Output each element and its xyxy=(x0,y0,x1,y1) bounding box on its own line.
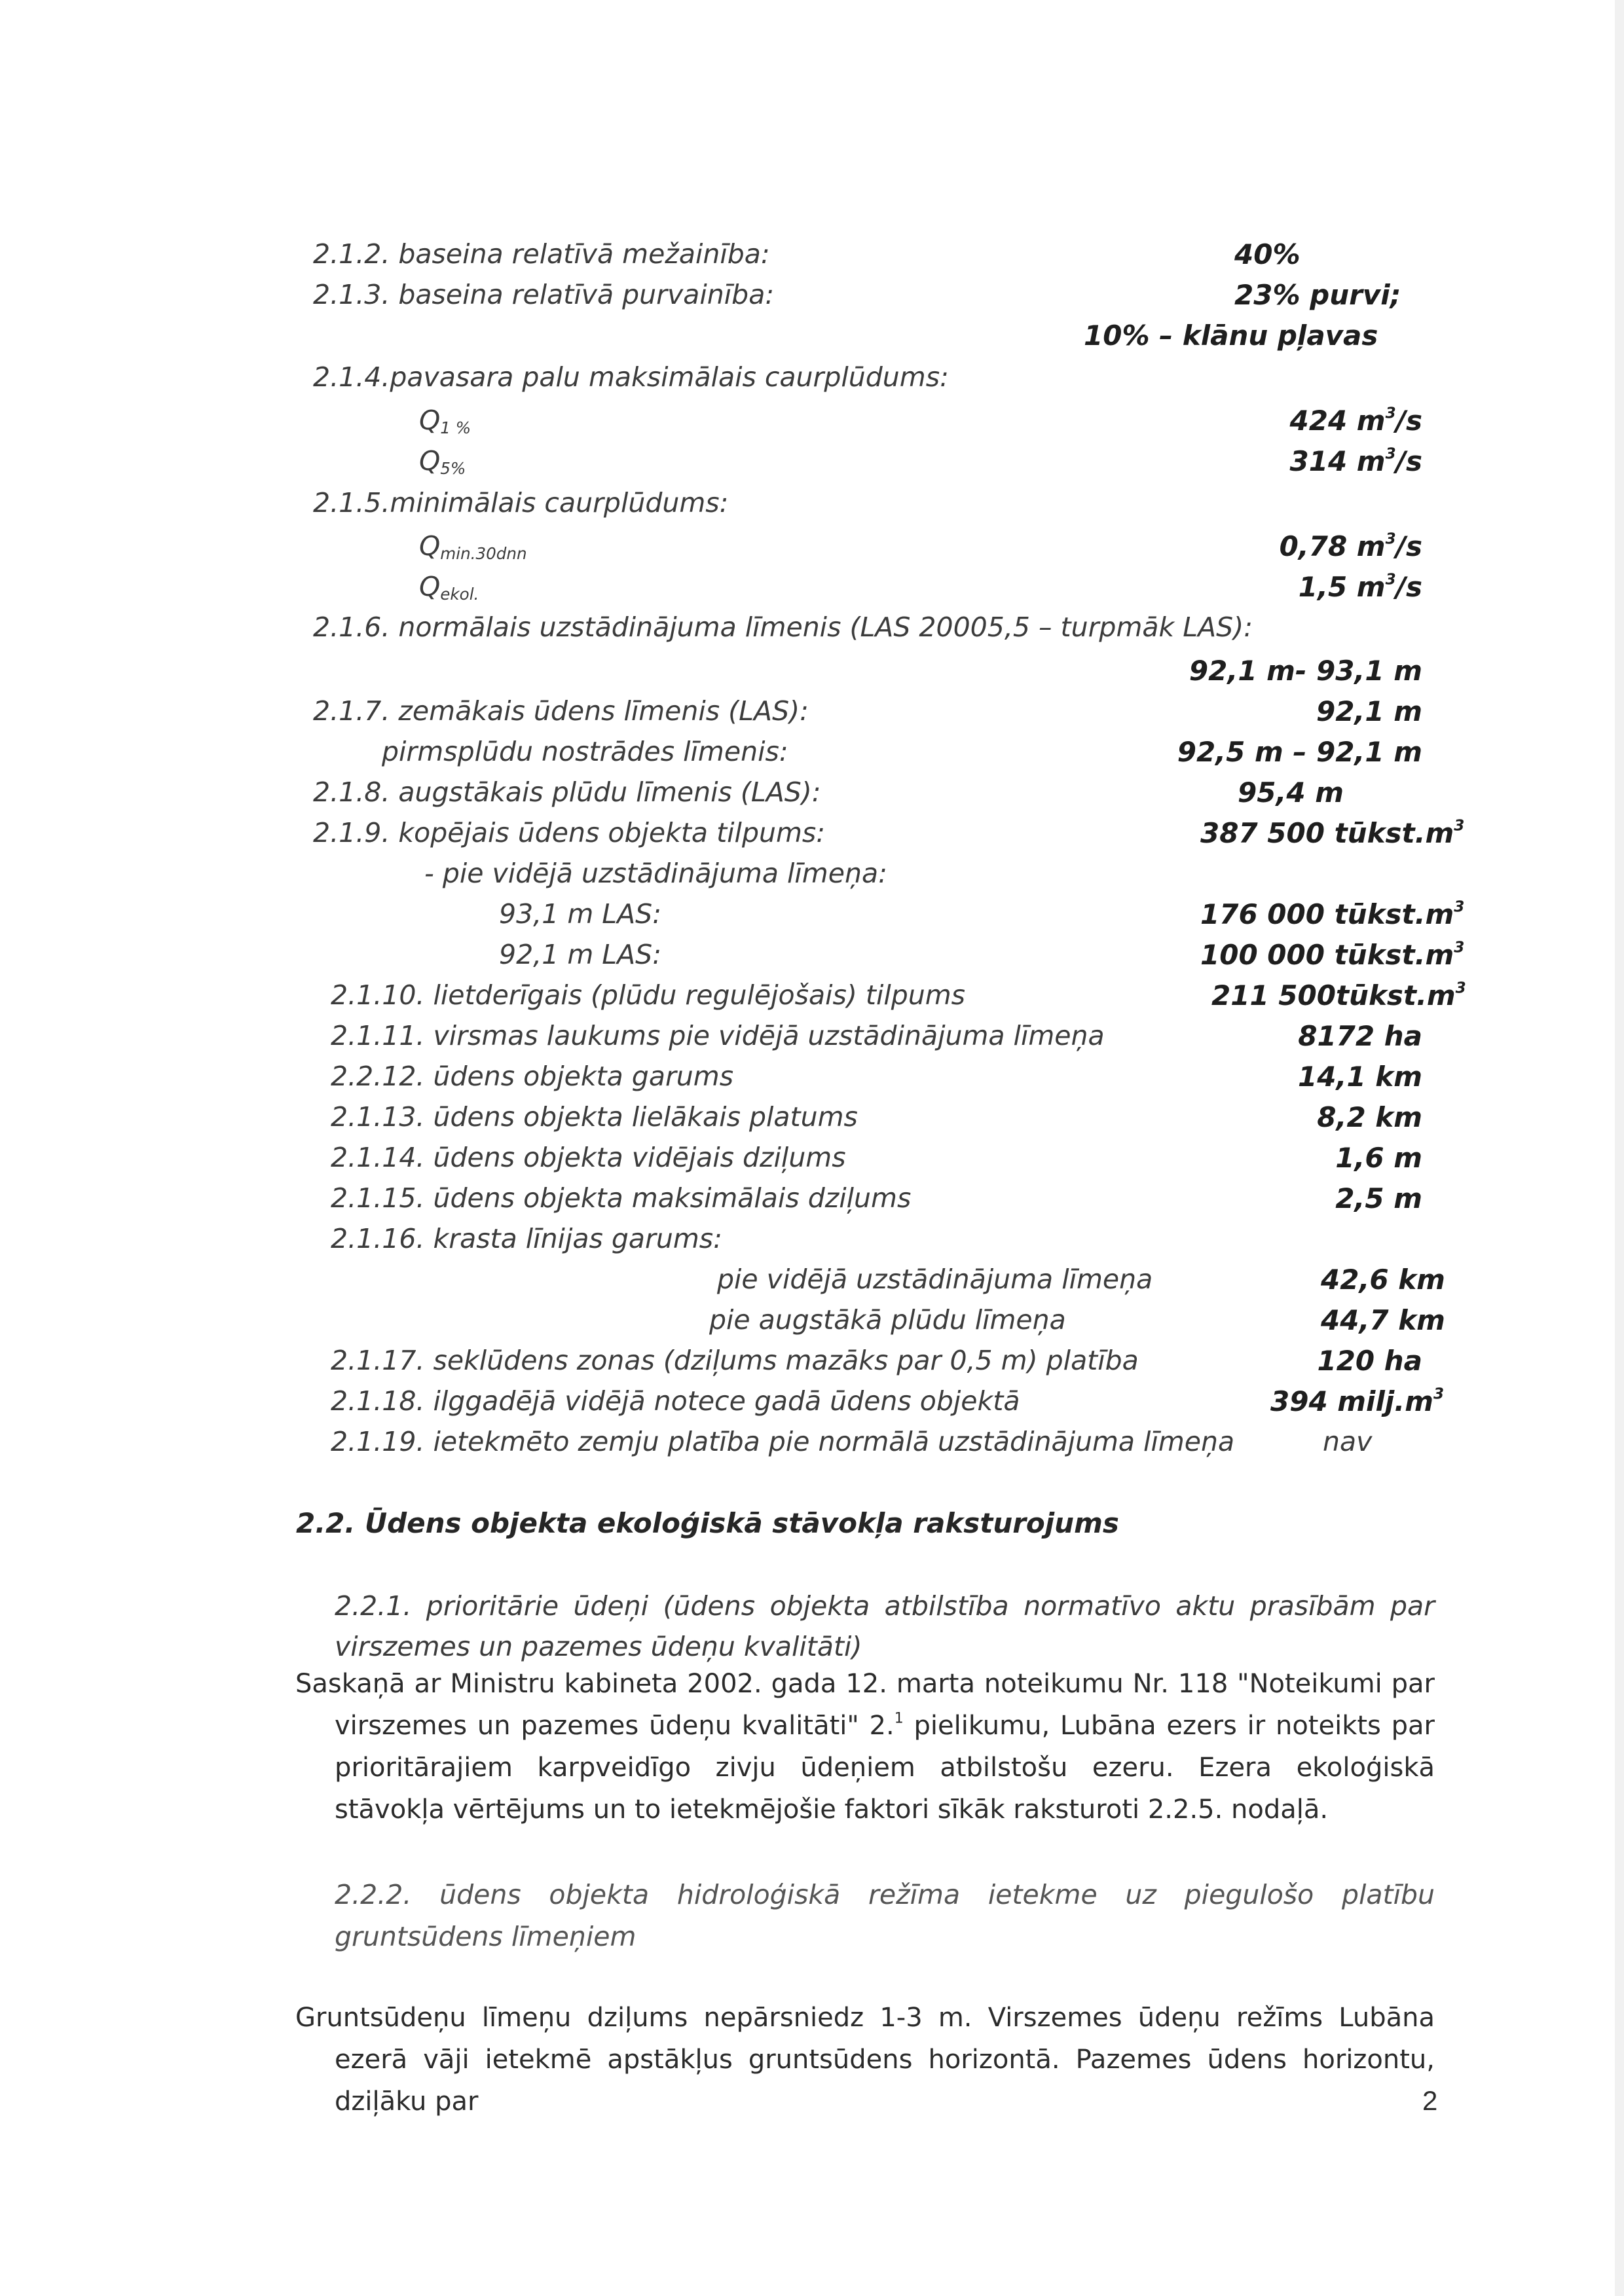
row-2-1-13-label: 2.1.13. ūdens objekta lielākais platums xyxy=(331,1101,858,1133)
row-2-1-7-value: 92,1 m xyxy=(1316,695,1422,727)
section-2-2-1-title: 2.2.1. prioritārie ūdeņi (ūdens objekta atbilstība normatīvo aktu prasībām par virszemes un pazemes ūdeņu kvalitāti) xyxy=(335,1590,1435,1662)
row-2-1-14-label: 2.1.14. ūdens objekta vidējais dziļums xyxy=(331,1142,846,1173)
row-2-2-12-value: 14,1 km xyxy=(1298,1061,1422,1093)
qmin-value: 0,78 $m^3/s$ xyxy=(1279,530,1422,562)
row-2-1-9-value: 387 500 $tūkst.m^3$ xyxy=(1200,817,1465,849)
row-2-1-3-label: 2.1.3. baseina relatīvā purvainība: xyxy=(313,279,775,310)
shore-high-value: 44,7 km xyxy=(1321,1304,1445,1336)
section-2-2-2-paragraph: Gruntsūdeņu līmeņu dziļums nepārsniedz 1-3 m. Virszemes ūdeņu režīms Lubāna ezerā vāji ietekmē apstākļus gruntsūdens horizontā. Pazemes ūdens horizontu, dziļāku par xyxy=(295,2003,1435,2117)
row-2-1-10-label: 2.1.10. lietderīgais (plūdu regulējošais) tilpums xyxy=(331,979,966,1011)
q1-value: 424 $m^3/s$ xyxy=(1289,405,1422,437)
row-2-1-11-value: 8172 ha xyxy=(1298,1020,1422,1052)
row-2-1-2-label: 2.1.2. baseina relatīvā mežainība: xyxy=(313,238,770,270)
shore-avg-value: 42,6 km xyxy=(1321,1264,1445,1296)
row-2-1-18-label: 2.1.18. ilggadējā vidējā notece gadā ūdens objektā xyxy=(331,1385,1020,1417)
row-2-1-11-label: 2.1.11. virsmas laukums pie vidējā uzstādinājuma līmeņa xyxy=(331,1020,1105,1051)
row-2-1-19-value: nav xyxy=(1323,1426,1373,1457)
row-2-1-17-value: 120 ha xyxy=(1317,1345,1422,1377)
row-2-1-9-label: 2.1.9. kopējais ūdens objekta tilpums: xyxy=(313,817,826,848)
row-2-1-16-label: 2.1.16. krasta līnijas garums: xyxy=(331,1223,722,1254)
shore-avg-label: pie vidējā uzstādinājuma līmeņa xyxy=(717,1264,1153,1295)
row-2-1-8-label: 2.1.8. augstākais plūdu līmenis (LAS): xyxy=(313,776,821,808)
row-2-1-7-label: 2.1.7. zemākais ūdens līmenis (LAS): xyxy=(313,695,809,727)
row-2-1-14-value: 1,6 m xyxy=(1335,1142,1422,1174)
qmin-label: $Q_{min.30dnn}$ xyxy=(419,530,527,564)
section-2-2-1-paragraph: Saskaņā ar Ministru kabineta 2002. gada 12. marta noteikumu Nr. 118 "Noteikumi par virszemes un pazemes ūdeņu kvalitāti" 2.$^1$ pielikumu, Lubāna ezers ir noteikts par prioritārajiem karpveidīgo zivju ūdeņiem atbilstošu ezeru. Ezera ekoloģiskā stāvokļa vērtējums un to ietekmējošie faktori sīkāk raksturoti 2.2.5. nodaļā. xyxy=(295,1669,1435,1825)
section-2-2-heading: 2.2. Ūdens objekta ekoloģiskā stāvokļa raksturojums xyxy=(296,1507,1119,1539)
pre-flood-value: 92,5 m – 92,1 m xyxy=(1177,736,1422,768)
las-93-1-value: 176 000 $tūkst.m^3$ xyxy=(1200,898,1465,930)
row-2-1-4-label: 2.1.4.pavasara palu maksimālais caurplūdums: xyxy=(313,361,949,393)
section-2-2-2-title: 2.2.2. ūdens objekta hidroloģiskā režīma ietekme uz piegulošo platību gruntsūdens līmeņiem xyxy=(335,1879,1435,1952)
qekol-value: 1,5 $m^3/s$ xyxy=(1298,571,1422,603)
row-2-1-5-label: 2.1.5.minimālais caurplūdums: xyxy=(313,487,729,519)
row-2-1-8-value: 95,4 m xyxy=(1238,776,1344,809)
row-2-1-2-value: 40% xyxy=(1234,238,1301,270)
row-2-1-6-label: 2.1.6. normālais uzstādinājuma līmenis (LAS 20005,5 – turpmāk LAS): xyxy=(313,611,1253,643)
las-93-1-label: 93,1 m LAS: xyxy=(499,898,662,930)
q5-label: $Q_{5\%}$ xyxy=(419,445,466,479)
las-92-1-label: 92,1 m LAS: xyxy=(499,939,662,970)
row-2-1-18-value: 394 $milj.m^3$ xyxy=(1270,1385,1445,1417)
row-2-1-13-value: 8,2 km xyxy=(1317,1101,1422,1133)
row-2-1-15-label: 2.1.15. ūdens objekta maksimālais dziļums xyxy=(331,1182,912,1214)
row-2-1-3-value2: 10% – klānu pļavas xyxy=(1084,319,1378,352)
row-2-1-15-value: 2,5 m xyxy=(1335,1182,1422,1214)
row-2-1-6-value: 92,1 m- 93,1 m xyxy=(1189,655,1422,687)
q5-value: 314 $m^3/s$ xyxy=(1289,445,1422,477)
row-2-1-17-label: 2.1.17. seklūdens zonas (dziļums mazāks par 0,5 m) platība xyxy=(331,1345,1139,1376)
las-92-1-value: 100 000 $tūkst.m^3$ xyxy=(1200,939,1465,971)
page-number: 2 xyxy=(1422,2085,1438,2116)
qekol-label: $Q_{ekol.}$ xyxy=(419,571,479,604)
avg-level-label: - pie vidējā uzstādinājuma līmeņa: xyxy=(424,858,887,889)
pre-flood-label: pirmsplūdu nostrādes līmenis: xyxy=(382,736,788,767)
q1-label: $Q_{1 \%}$ xyxy=(419,405,471,438)
shore-high-label: pie augstākā plūdu līmeņa xyxy=(709,1304,1066,1336)
row-2-1-19-label: 2.1.19. ietekmēto zemju platība pie normālā uzstādinājuma līmeņa xyxy=(331,1426,1235,1457)
row-2-2-12-label: 2.2.12. ūdens objekta garums xyxy=(331,1061,734,1092)
row-2-1-10-value: 211 $500tūkst.m^3$ xyxy=(1211,979,1466,1011)
scan-edge xyxy=(1615,0,1624,2296)
row-2-1-3-value: 23% purvi; xyxy=(1234,279,1401,311)
